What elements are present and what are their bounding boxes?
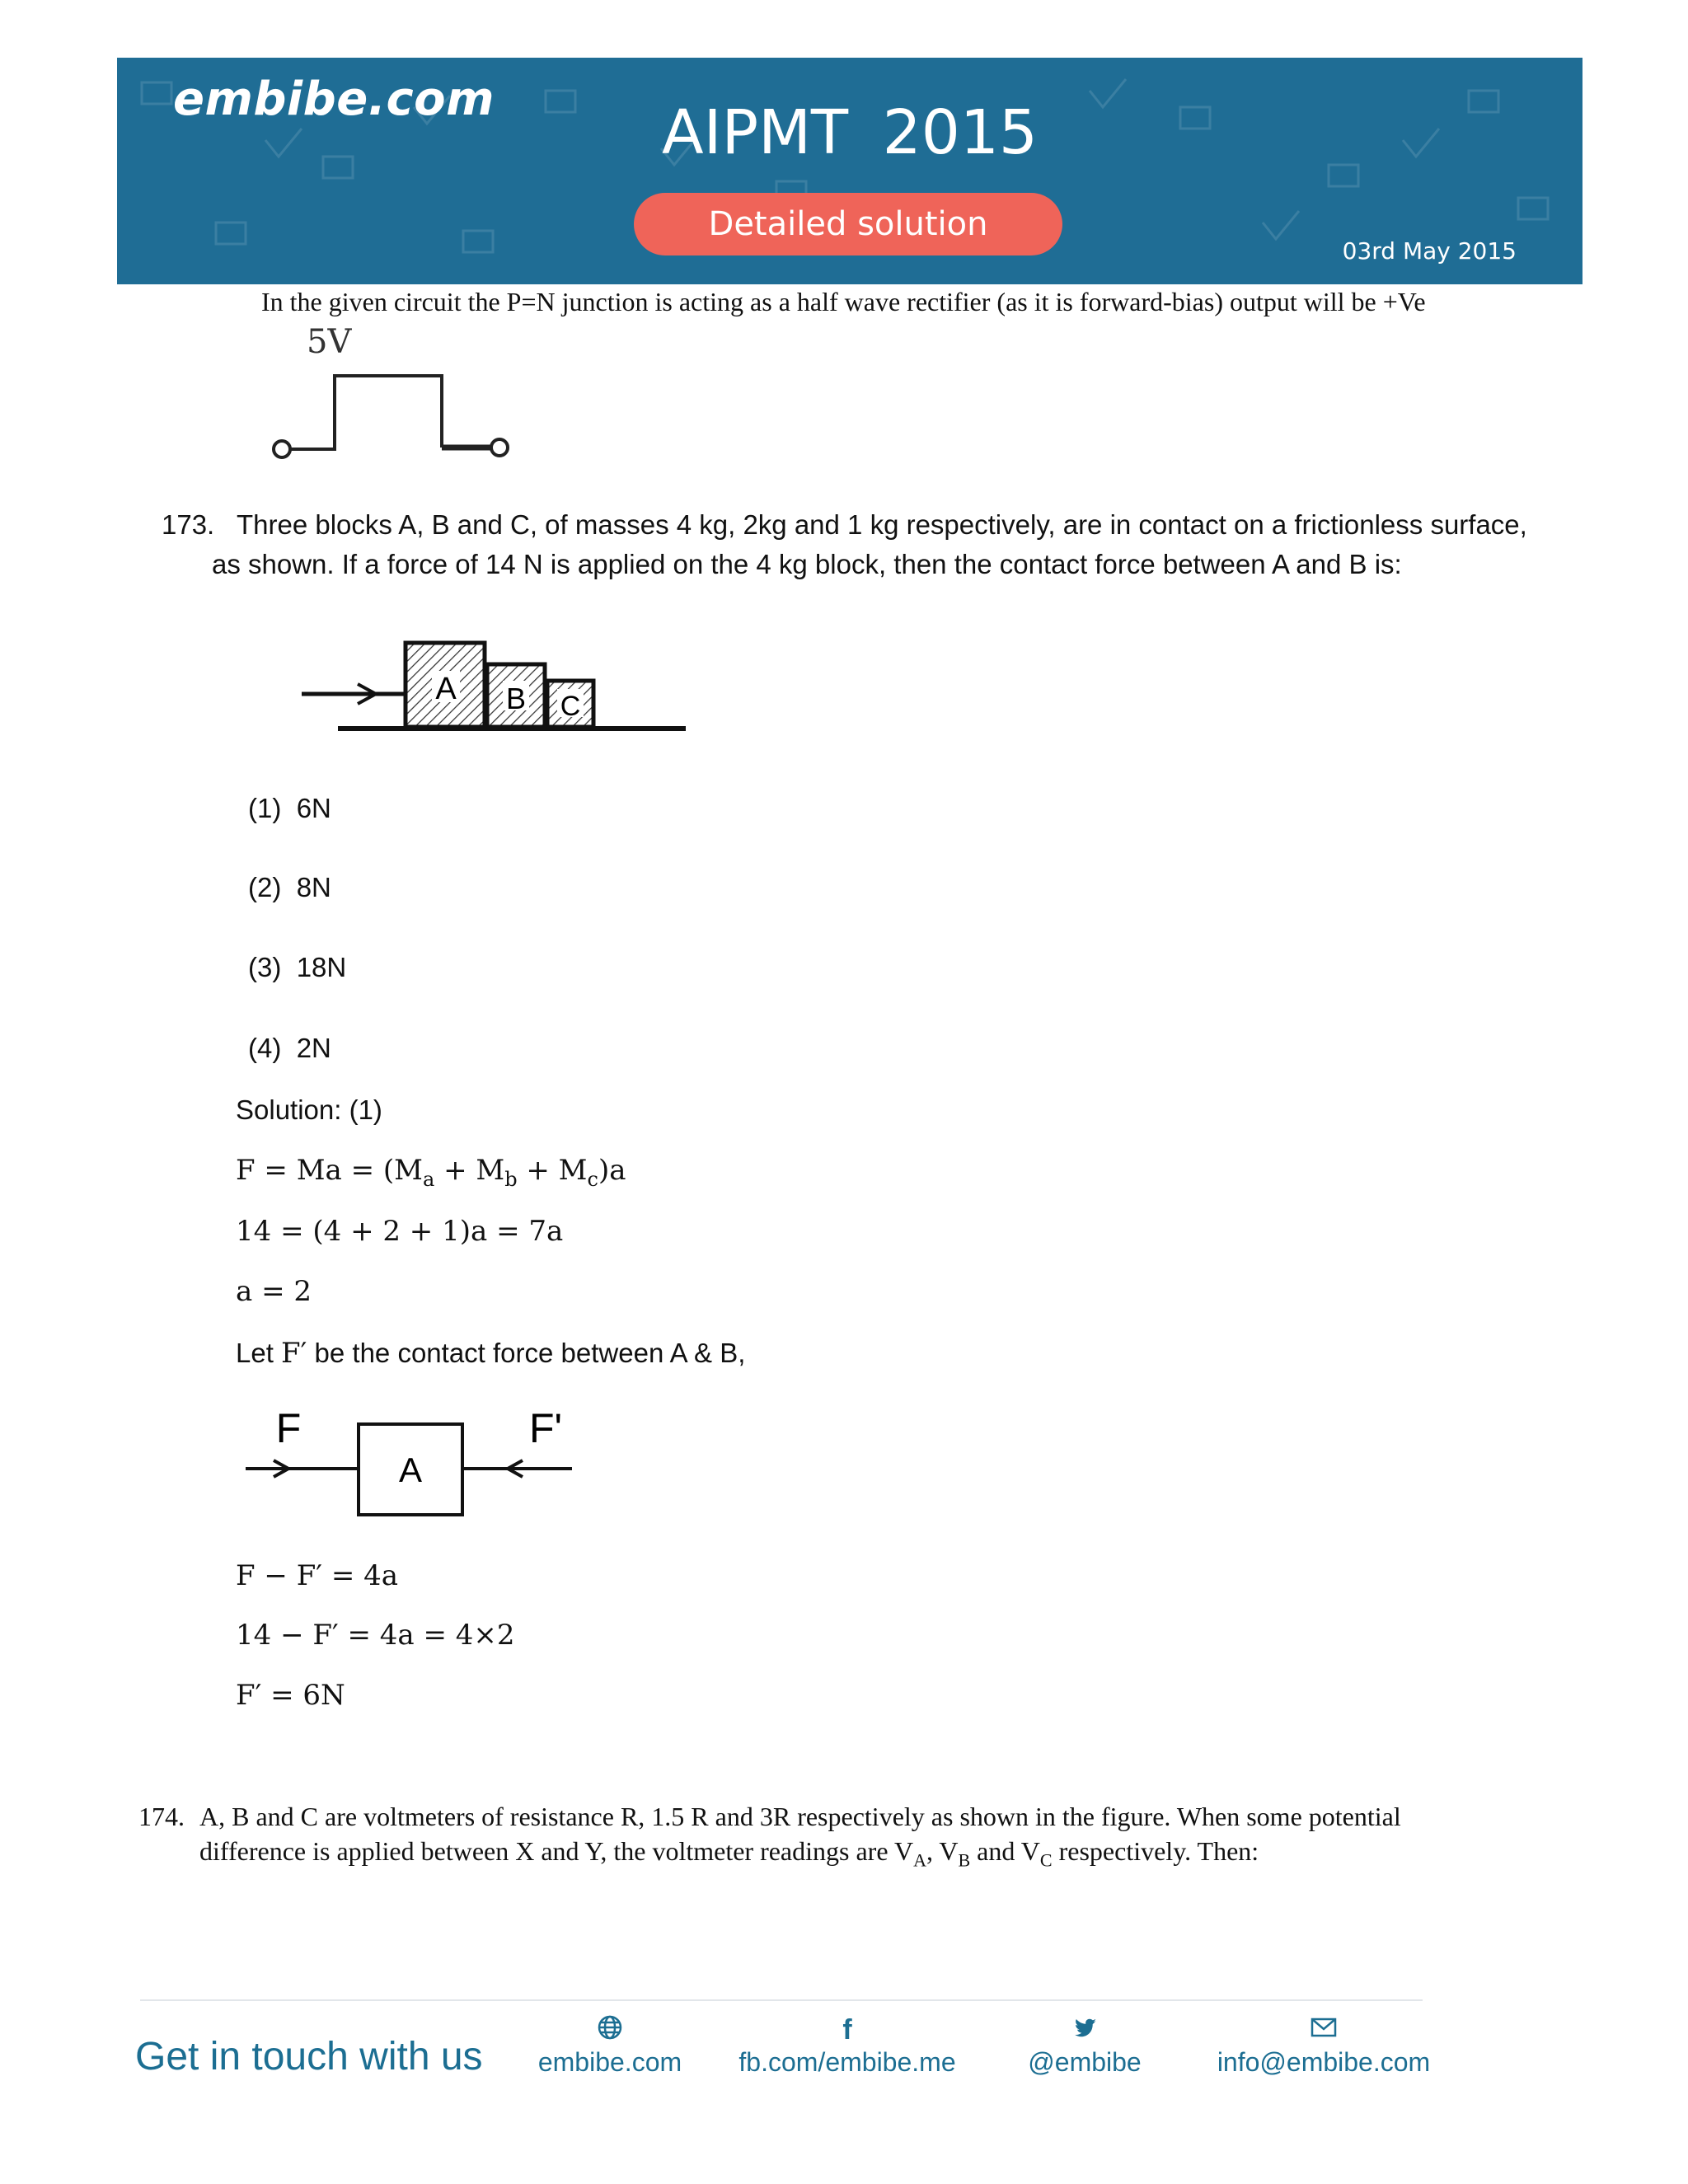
brand-logo: embibe.com [173,73,495,126]
equation-1: $F = Ma = (M_a + M_b + M_c)a$ [236,1154,626,1191]
question-173-line1: Three blocks A, B and C, of masses 4 kg, 2kg and 1 kg respectively, are in contact on a frictionless surface, [237,509,1527,540]
free-body-diagram [239,1401,585,1525]
footer-email-label: info@embibe.com [1217,2047,1431,2077]
waveform-label: 5V [307,323,352,361]
blocks-figure [297,635,692,742]
equation-3: a = 2 [236,1275,312,1308]
block-a-label: A [435,672,457,706]
let-statement: Let F′ be the contact force between A & B, [236,1337,746,1370]
solution-label: Solution: (1) [236,1094,382,1125]
twitter-icon [953,2011,1217,2044]
terminal-right [491,439,508,456]
terminal-left [274,441,290,457]
square-pulse-figure [264,363,519,462]
footer-link-email[interactable] [1192,2011,1456,2078]
block-c-label: C [560,691,581,722]
footer-twitter-label: @embibe [1028,2047,1142,2077]
fbd-force-f-label: F [275,1405,302,1451]
globe-icon [478,2011,742,2044]
footer-title: Get in touch with us [135,2035,483,2079]
question-number-173: 173. [162,509,215,540]
footer-website-label: embibe.com [537,2047,682,2077]
equation-4: F − F′ = 4a [236,1559,399,1592]
question-174-line1: A, B and C are voltmeters of resistance R, 1.5 R and 3R respectively as shown in the figure. When some potential [199,1802,1401,1831]
block-b-label: B [505,682,527,715]
svg-text:f: f [842,2014,852,2044]
footer-facebook-label: fb.com/embibe.me [738,2047,956,2077]
detailed-solution-badge: Detailed solution [634,193,1062,255]
prev-solution-text: In the given circuit the P=N junction is acting as a half wave rectifier (as it is forward-bias) output will be +Ve [261,287,1426,316]
mail-icon [1192,2011,1456,2044]
footer-divider [140,1999,1423,2001]
equation-2: 14 = (4 + 2 + 1)a = 7a [236,1215,564,1248]
header-banner [117,58,1582,284]
fbd-force-fprime-label: F' [528,1405,563,1451]
footer-link-website[interactable] [478,2011,742,2078]
footer-link-facebook[interactable] [715,2011,979,2078]
exam-title: AIPMT 2015 [662,97,1038,168]
option-4: (4) 2N [248,1033,331,1063]
equation-6: F′ = 6N [236,1679,345,1712]
equation-5: 14 − F′ = 4a = 4×2 [236,1619,515,1652]
question-number-174: 174. [138,1802,185,1831]
facebook-icon [715,2011,979,2044]
exam-date: 03rd May 2015 [1342,237,1517,265]
fbd-block-label: A [398,1451,423,1489]
option-3: (3) 18N [248,952,347,982]
question-174-line2: difference is applied between X and Y, the voltmeter readings are $V_A$, $V_B$ and $V_C$ respectively. Then: [199,1836,1259,1871]
option-1: (1) 6N [248,793,331,823]
pulse-line [290,376,442,449]
option-2: (2) 8N [248,872,331,902]
question-173-line2: as shown. If a force of 14 N is applied on the 4 kg block, then the contact force between A and B is: [212,549,1402,579]
footer-link-twitter[interactable] [953,2011,1217,2078]
